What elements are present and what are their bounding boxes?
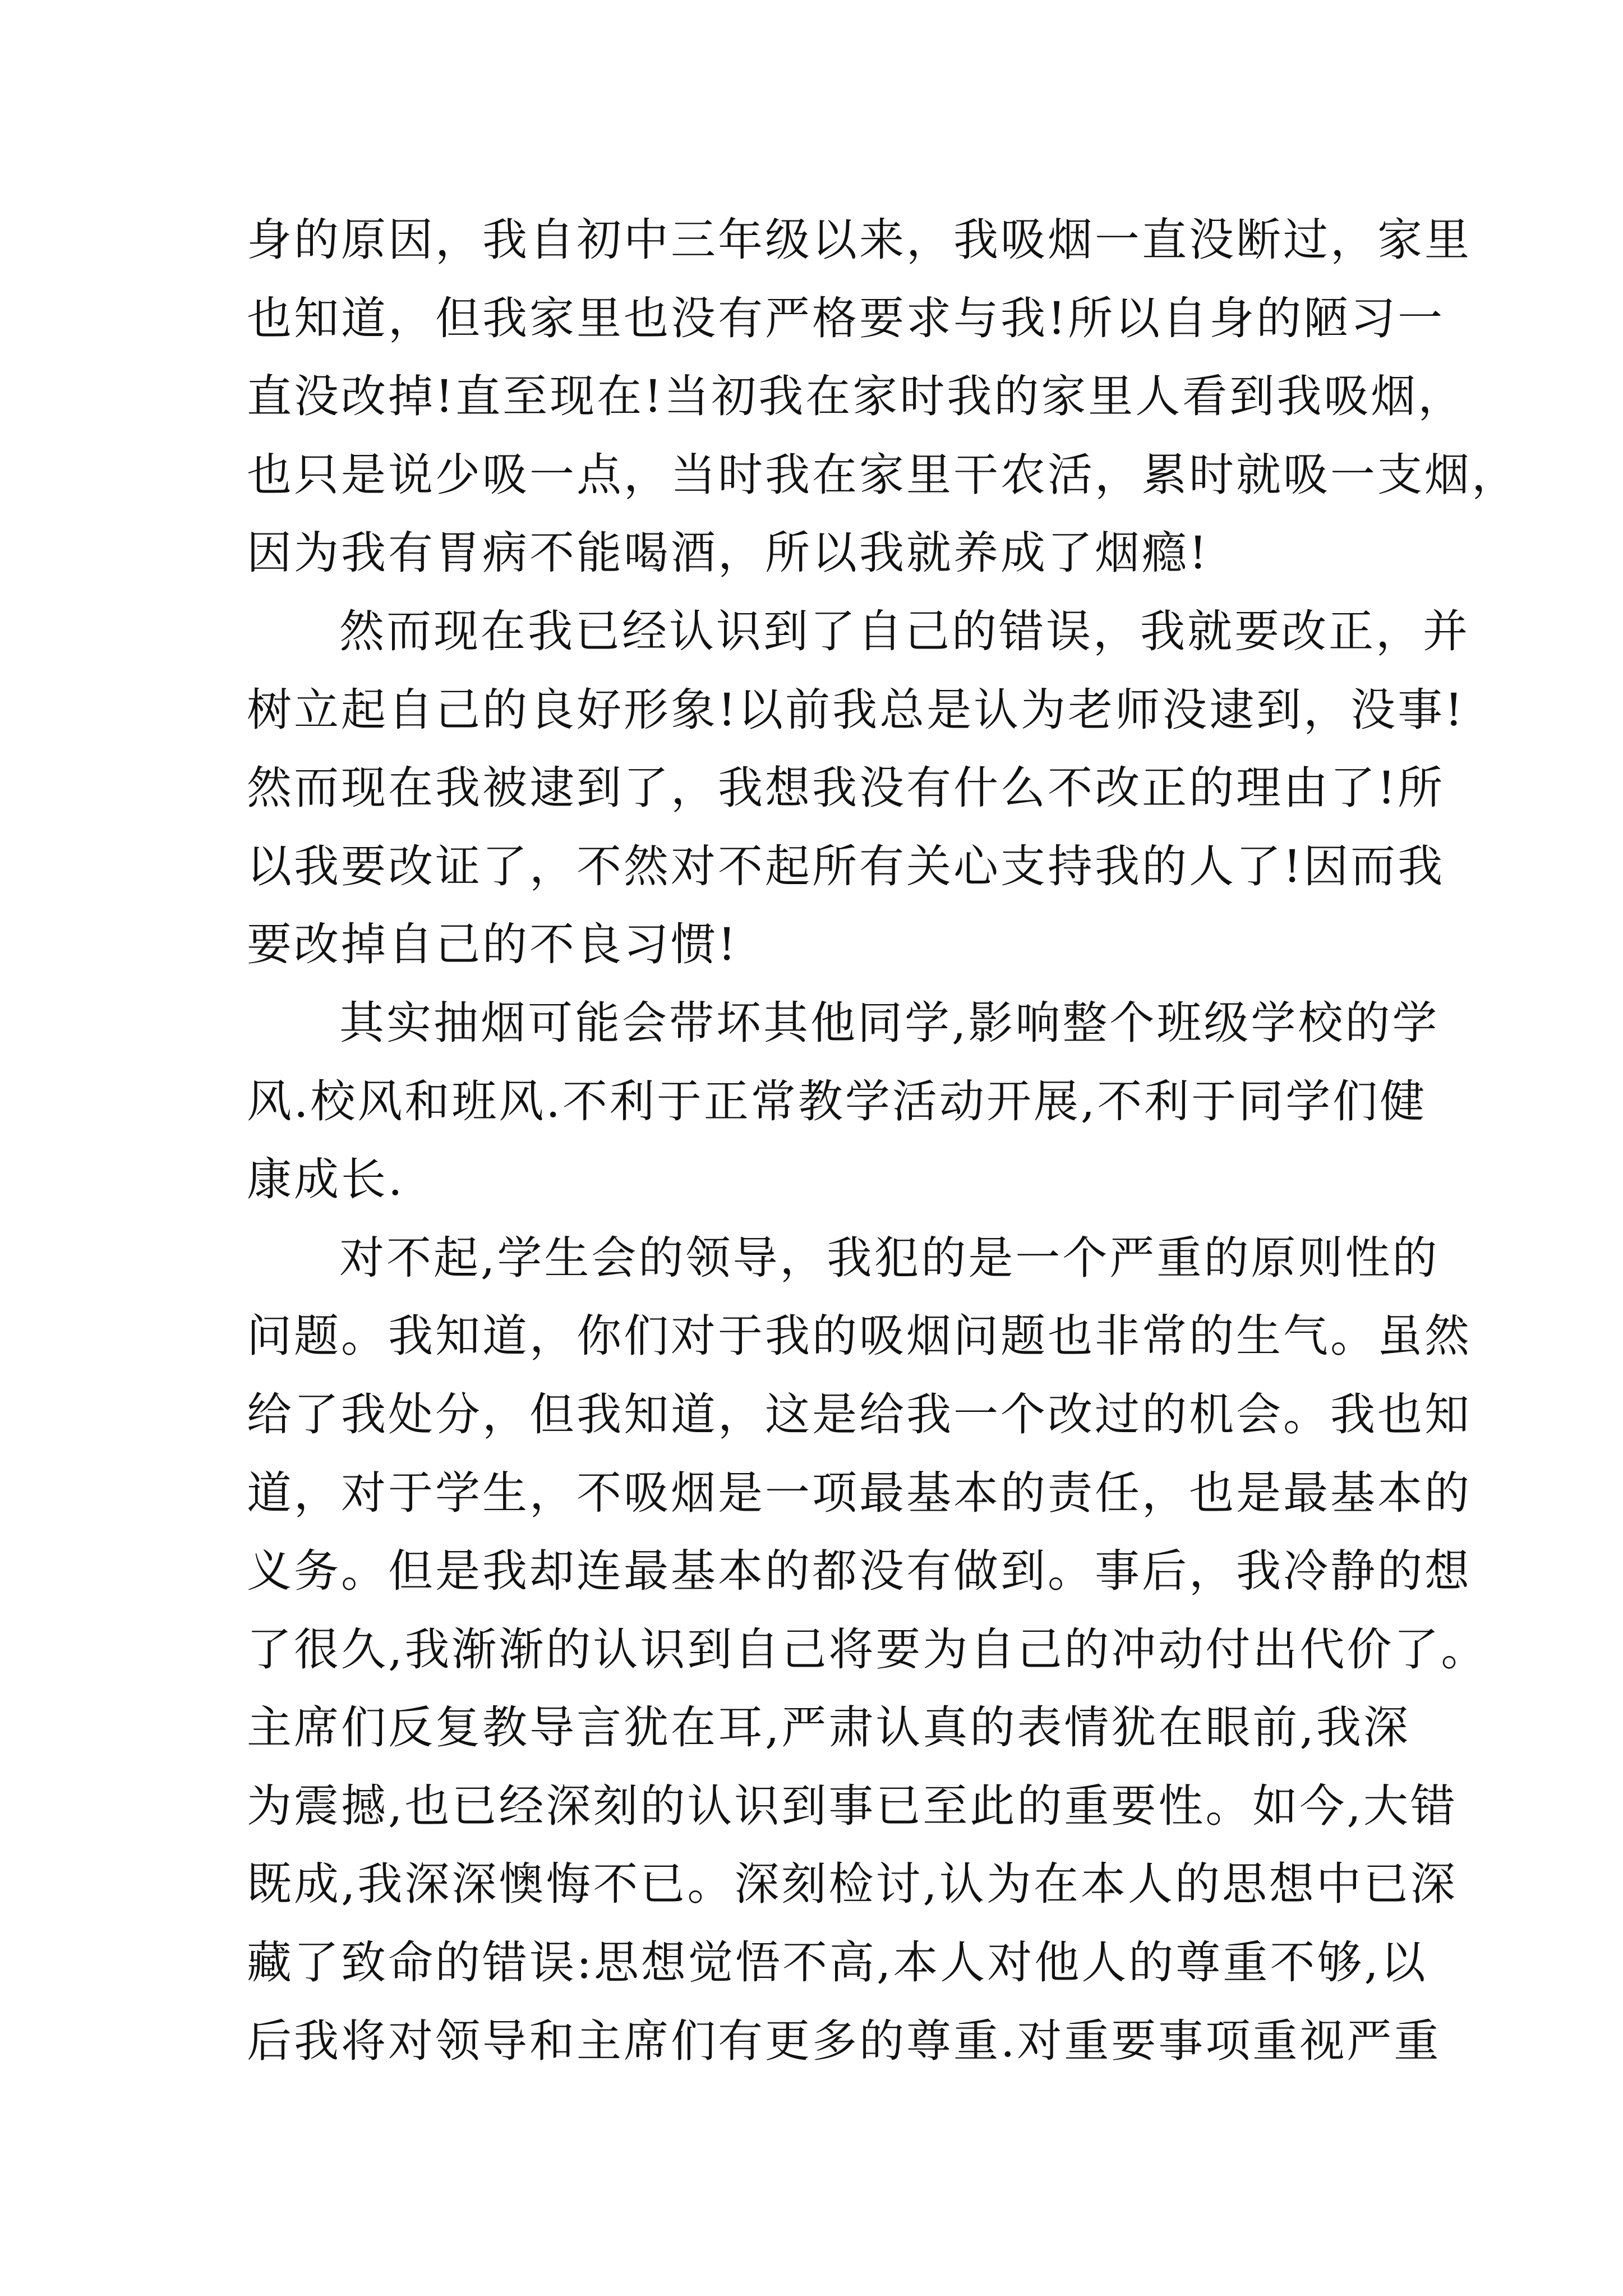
text-line: 为震撼,也已经深刻的认识到事已至此的重要性。如今,大错 [247,1779,1458,1832]
text-line: 藏了致命的错误:思想觉悟不高,本人对他人的尊重不够,以 [247,1936,1428,1989]
text-line: 因为我有胃病不能喝酒，所以我就养成了烟瘾! [247,527,1210,579]
text-line: 康成长. [247,1153,405,1206]
paragraph-first-line: 对不起,学生会的领导，我犯的是一个严重的原则性的 [339,1231,1440,1284]
text-line: 义务。但是我却连最基本的都没有做到。事后，我冷静的想 [247,1545,1472,1598]
paragraph-first-line: 然而现在我已经认识到了自己的错误，我就要改正，并 [339,605,1470,657]
text-line: 要改掉自己的不良习惯! [247,918,739,971]
text-line: 以我要改证了，不然对不起所有关心支持我的人了!因而我 [247,840,1445,892]
text-line: 既成,我深深懊悔不已。深刻检讨,认为在本人的思想中已深 [247,1858,1458,1911]
text-line: 树立起自己的良好形象!以前我总是认为老师没逮到，没事! [247,683,1465,736]
text-line: 道，对于学生，不吸烟是一项最基本的责任，也是最基本的 [247,1466,1472,1519]
text-line: 直没改掉!直至现在!当初我在家时我的家里人看到我吸烟， [247,370,1465,423]
text-line: 给了我处分，但我知道，这是给我一个改过的机会。我也知 [247,1388,1472,1441]
text-line: 然而现在我被逮到了，我想我没有什么不改正的理由了!所 [247,762,1445,815]
text-line: 了很久,我渐渐的认识到自己将要为自己的冲动付出代价了。 [247,1623,1488,1676]
paragraph-first-line: 其实抽烟可能会带坏其他同学,影响整个班级学校的学 [339,996,1440,1049]
text-line: 问题。我知道，你们对于我的吸烟问题也非常的生气。虽然 [247,1310,1472,1363]
text-line: 也知道，但我家里也没有严格要求与我!所以自身的陋习一 [247,292,1445,344]
text-line: 后我将对领导和主席们有更多的尊重.对重要事项重视严重 [247,2014,1441,2067]
text-line: 风.校风和班风.不利于正常教学活动开展,不利于同学们健 [247,1075,1427,1128]
document-body [247,201,1519,2080]
text-line: 身的原因，我自初中三年级以来，我吸烟一直没断过，家里 [247,214,1472,266]
text-line: 也只是说少吸一点，当时我在家里干农活，累时就吸一支烟， [247,448,1519,501]
text-line: 主席们反复教导言犹在耳,严肃认真的表情犹在眼前,我深 [247,1701,1410,1754]
